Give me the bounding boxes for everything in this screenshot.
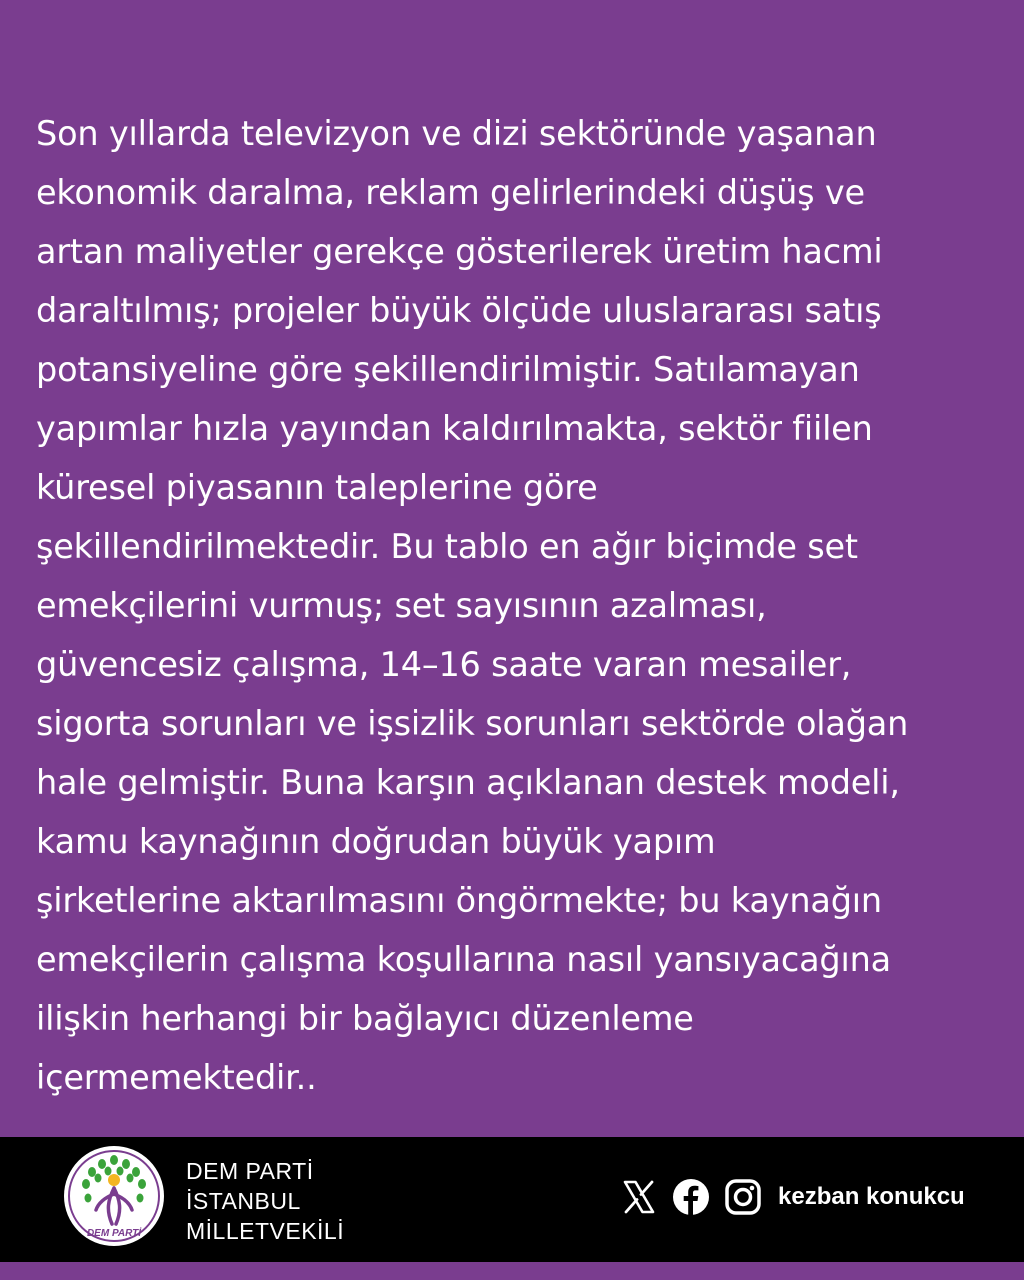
instagram-icon[interactable]	[724, 1178, 762, 1216]
statement-line: hale gelmiştir. Buna karşın açıklanan destek modeli,	[36, 763, 900, 802]
logo-text: DEM PARTİ	[86, 1228, 142, 1239]
statement-line: yapımlar hızla yayından kaldırılmakta, sektör fiilen	[36, 409, 873, 448]
x-icon[interactable]	[620, 1178, 658, 1216]
facebook-icon[interactable]	[672, 1178, 710, 1216]
statement-line: küresel piyasanın taleplerine göre	[36, 468, 598, 507]
statement-line: güvencesiz çalışma, 14–16 saate varan mesailer,	[36, 645, 852, 684]
statement-line: Son yıllarda televizyon ve dizi sektöründe yaşanan	[36, 114, 877, 153]
statement-line: emekçilerini vurmuş; set sayısının azalması,	[36, 586, 767, 625]
statement-text	[36, 104, 1006, 1107]
statement-line: içermemektedir..	[36, 1058, 317, 1097]
statement-line: potansiyeline göre şekillendirilmiştir. Satılamayan	[36, 350, 860, 389]
statement-line: kamu kaynağının doğrudan büyük yapım	[36, 822, 716, 861]
statement-line: sigorta sorunları ve işsizlik sorunları sektörde olağan	[36, 704, 909, 743]
party-title	[186, 1156, 344, 1246]
party-line: İSTANBUL	[186, 1188, 301, 1214]
dem-parti-logo	[62, 1144, 166, 1248]
statement-line: şekillendirilmektedir. Bu tablo en ağır biçimde set	[36, 527, 858, 566]
bottom-strip	[0, 1262, 1024, 1280]
statement-line: artan maliyetler gerekçe gösterilerek üretim hacmi	[36, 232, 883, 271]
statement-line: şirketlerine aktarılmasını öngörmekte; bu kaynağın	[36, 881, 882, 920]
statement-line: daraltılmış; projeler büyük ölçüde uluslararası satış	[36, 291, 882, 330]
social-links	[620, 1177, 965, 1217]
statement-line: ekonomik daralma, reklam gelirlerindeki düşüş ve	[36, 173, 865, 212]
party-line: DEM PARTİ	[186, 1158, 314, 1184]
social-handle[interactable]: kezban konukcu	[778, 1183, 965, 1210]
statement-line: emekçilerin çalışma koşullarına nasıl yansıyacağına	[36, 940, 891, 979]
party-line: MİLLETVEKİLİ	[186, 1218, 345, 1244]
statement-line: ilişkin herhangi bir bağlayıcı düzenleme	[36, 999, 694, 1038]
